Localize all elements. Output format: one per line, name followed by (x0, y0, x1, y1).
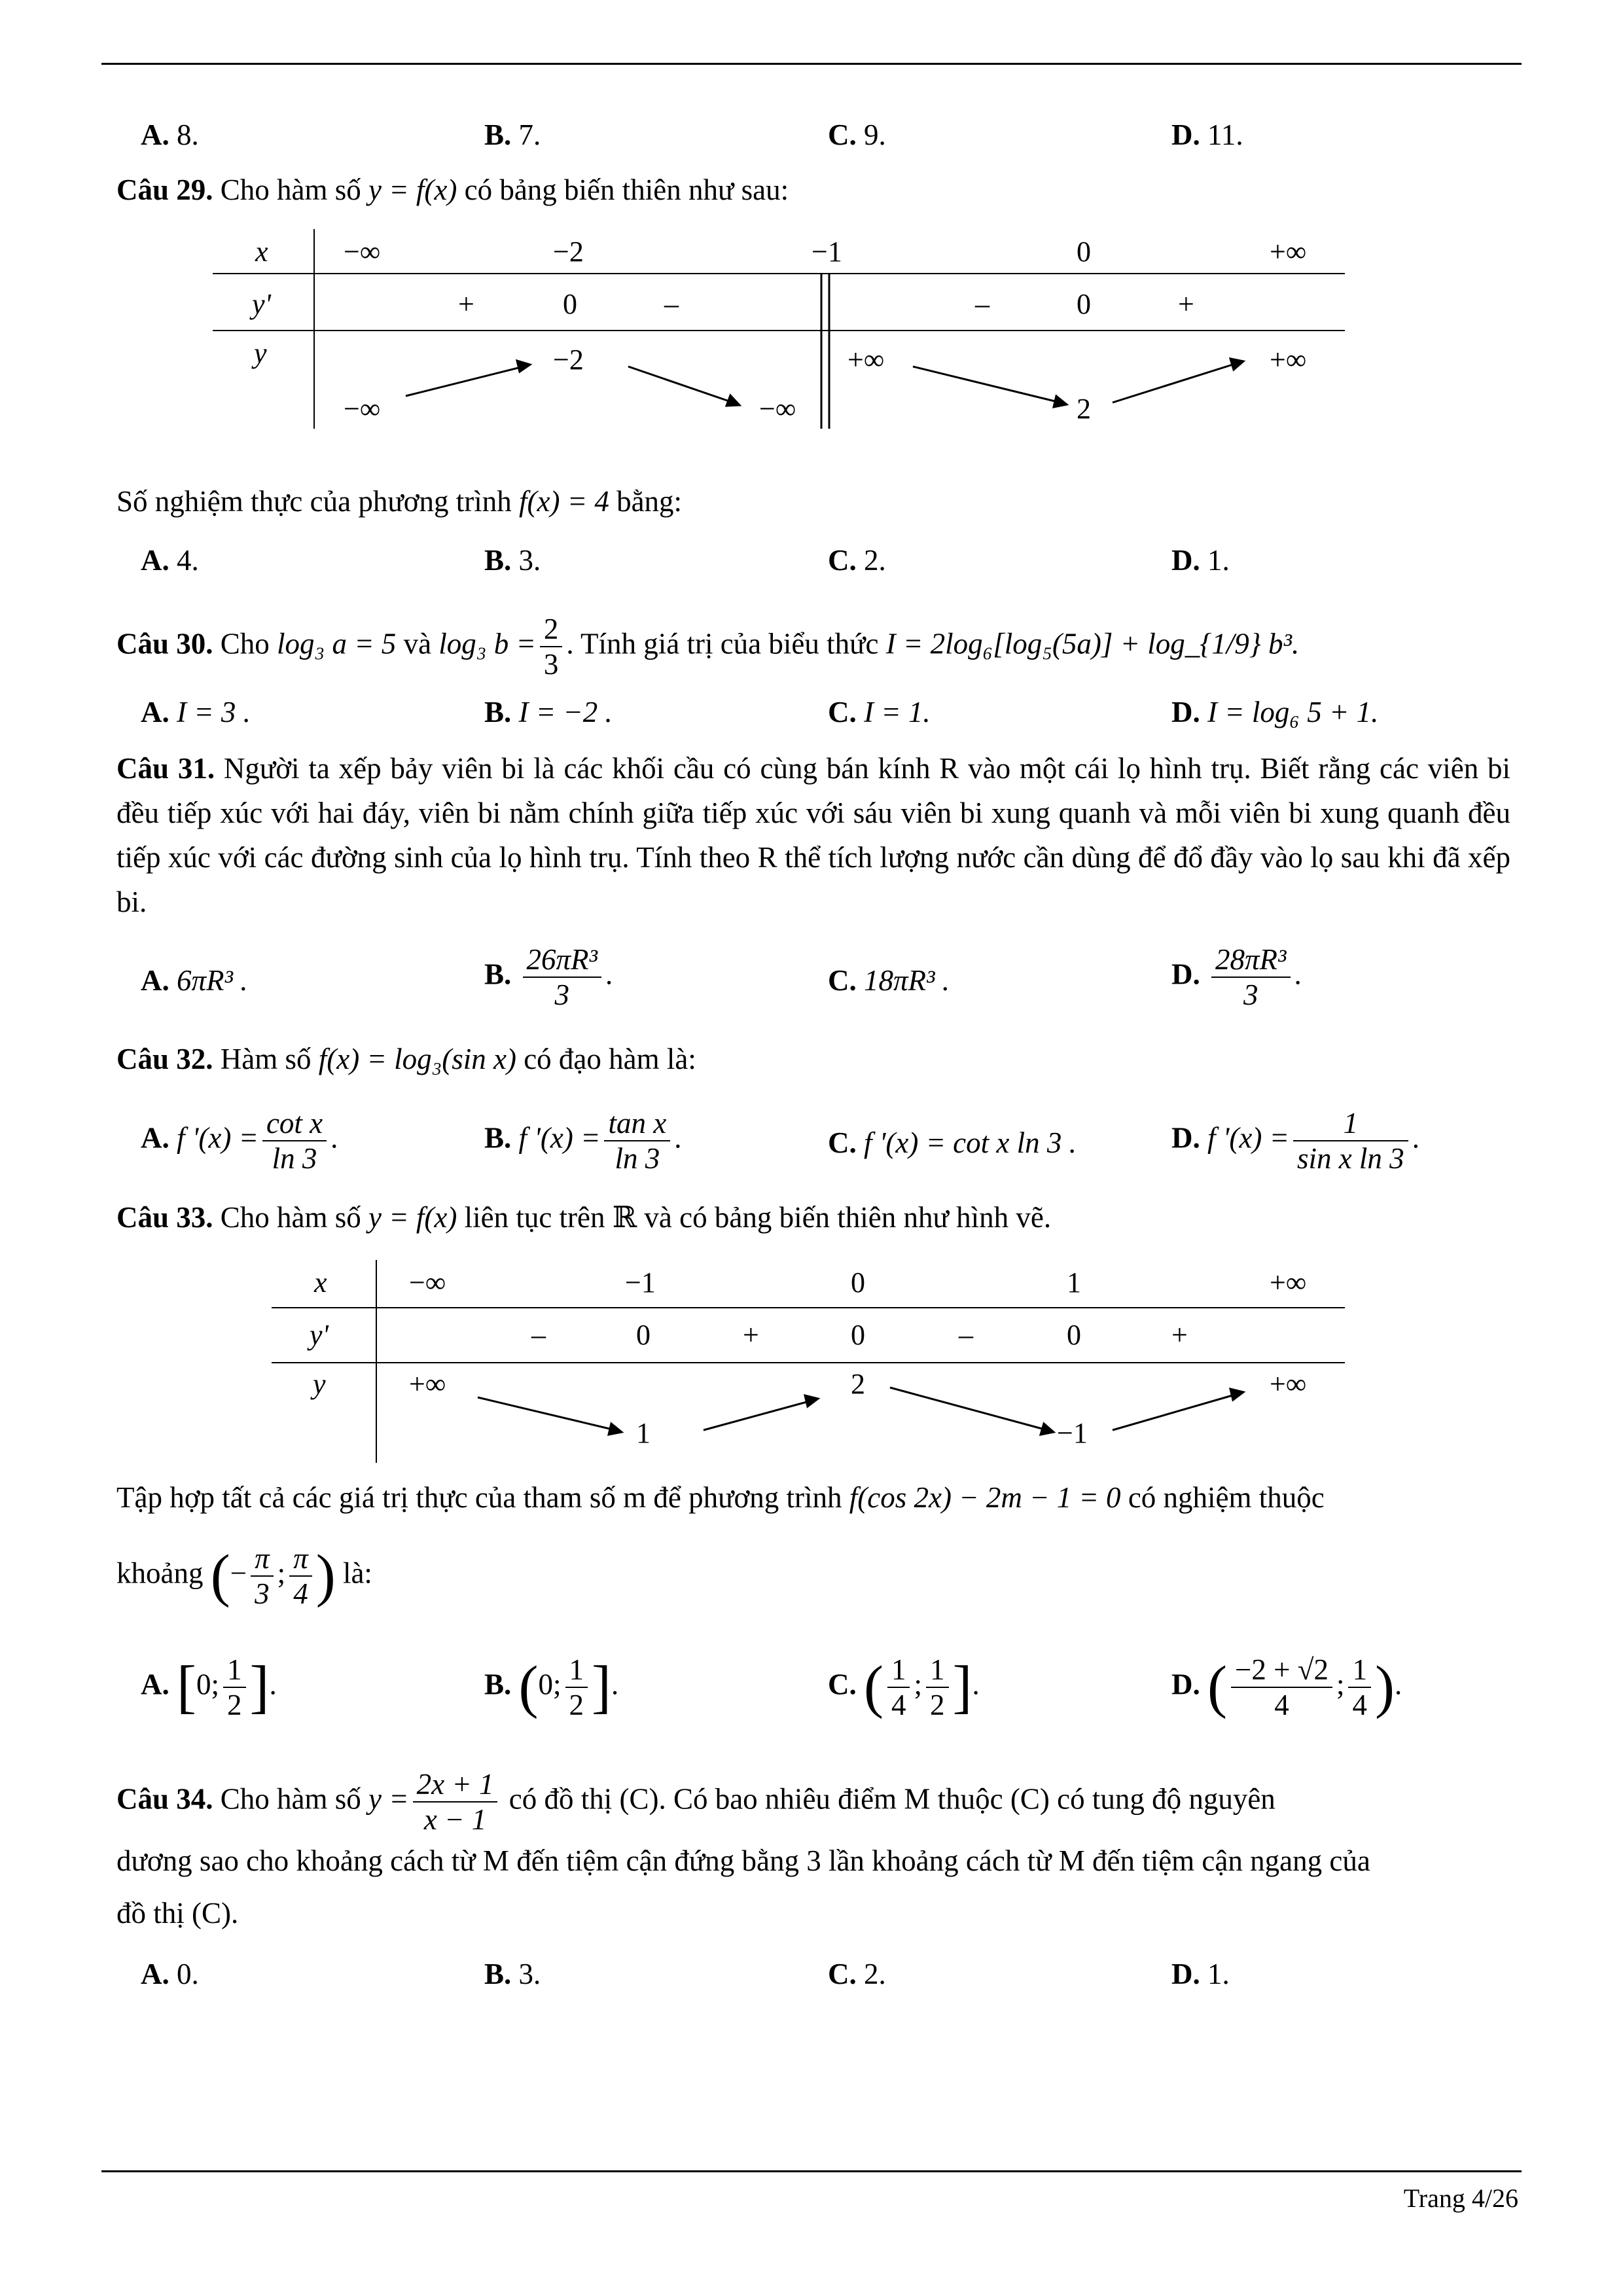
q33-x-value: +∞ (1270, 1266, 1307, 1299)
q30-option-d: D. I = log₆ 5 + 1. (1171, 696, 1379, 728)
q29-yp-sign: + (458, 288, 474, 320)
q33-yp-sign: – (959, 1319, 973, 1351)
q34-option-b: B. 3. (484, 1958, 541, 1990)
q29-x-value: −∞ (344, 236, 381, 268)
q30-option-c: C. I = 1. (828, 696, 931, 728)
q29-row-x-label: x (255, 236, 268, 268)
q29-x-value: −1 (812, 236, 842, 268)
q33-stem: Câu 33. Cho hàm số y = f(x) liên tục trên ℝ và có bảng biến thiên như hình vẽ. (116, 1201, 1052, 1234)
q28-option-b: B. 7. (484, 118, 541, 151)
q34-stem-line3: đồ thị (C). (116, 1897, 239, 1929)
q33-yp-sign: – (531, 1319, 546, 1351)
q34-option-d: D. 1. (1171, 1958, 1230, 1990)
q29-y-value: +∞ (847, 344, 885, 376)
q29-y-value: −2 (553, 344, 584, 376)
q33-y-value: 2 (851, 1368, 865, 1400)
q33-y-value: −1 (1057, 1417, 1088, 1449)
q29-yp-sign: 0 (1077, 288, 1091, 320)
q31-option-b: B. $\frac{\text{26πR³}}{3}$ . (484, 943, 613, 1011)
q29-question: Số nghiệm thực của phương trình f(x) = 4 bằng: (116, 485, 683, 518)
q29-y-value: +∞ (1270, 344, 1307, 376)
q29-option-b: B. 3. (484, 544, 541, 577)
q30-option-b: B. I = −2 . (484, 696, 613, 728)
q29-yp-sign: – (664, 288, 679, 320)
q29-option-c: C. 2. (828, 544, 886, 577)
q29-yp-sign: – (975, 288, 990, 320)
q33-option-c: C. ( $\frac{1}{4}$ ; $\frac{1}{2}$ ]. (828, 1653, 980, 1721)
q33-question-line2: khoảng (− $\frac{\pi}{3}$ ; $\frac{\pi}{4}$ ) là: (116, 1542, 372, 1610)
q33-y-value: +∞ (1270, 1368, 1307, 1400)
q33-x-value: 1 (1067, 1266, 1081, 1299)
q29-option-a: A. 4. (141, 544, 199, 577)
q33-y-value: +∞ (409, 1368, 446, 1400)
q28-option-a: A. 8. (141, 118, 199, 151)
q33-option-b: B. (0; $\frac{1}{2}$ ]. (484, 1653, 619, 1721)
q33-option-d: D. ( $\frac{-2 + √2}{4}$ ; $\frac{1}{4}$ ). (1171, 1653, 1402, 1721)
q33-yp-sign: + (743, 1319, 759, 1351)
q29-row-y-label: y (254, 337, 267, 369)
q31-option-c: C. 18πR³ . (828, 964, 950, 997)
q34-option-a: A. 0. (141, 1958, 199, 1990)
q32-option-a: A. f '(x) = $\frac{\text{cot x}}{\ln 3}$ . (141, 1107, 338, 1175)
q31-option-d: D. $\frac{\text{28πR³}}{3}$ . (1171, 943, 1302, 1011)
footer-rule (101, 2170, 1522, 2172)
q32-option-d: D. f '(x) = $\frac{1}{\text{sin x ln 3}}$ . (1171, 1107, 1419, 1175)
q33-x-value: −1 (625, 1266, 656, 1299)
q33-yp-sign: 0 (851, 1319, 865, 1351)
q33-yp-sign: + (1171, 1319, 1188, 1351)
q29-y-value: −∞ (759, 393, 796, 425)
q33-option-a: A. [0; $\frac{1}{2}$ ]. (141, 1653, 277, 1721)
q33-yp-sign: 0 (1067, 1319, 1081, 1351)
q31-stem: Câu 31. Người ta xếp bảy viên bi là các khối cầu có cùng bán kính R vào một cái lọ hình trụ. Biết rằng các viên bi đều tiếp xúc với hai đáy, viên bi nằm chính giữa tiếp xúc với sáu viên bi xung quanh và mỗi viên bi xung quanh đều tiếp xúc với các đường sinh của lọ hình trụ. Tính theo R thể tích lượng nước cần dùng để đổ đầy vào lọ sau khi đã xếp bi. (116, 752, 1511, 918)
q30-option-a: A. I = 3 . (141, 696, 251, 728)
q32-option-c: C. f '(x) = cot x ln 3 . (828, 1126, 1077, 1159)
q33-question-line1: Tập hợp tất cả các giá trị thực của tham số m để phương trình f(cos 2x) − 2m − 1 = 0 có nghiệm thuộc (116, 1481, 1325, 1514)
q33-row-x-label: x (314, 1266, 327, 1299)
q34-option-c: C. 2. (828, 1958, 886, 1990)
q33-x-value: −∞ (409, 1266, 446, 1299)
q30-stem: Câu 30. Cho log₃ a = 5 và log₃ b = $\frac{2}{3}$ . Tính giá trị của biểu thức I = 2log₆[log₅(5a)] + log_{1/9} b³. (116, 613, 1300, 681)
q33-yp-sign: 0 (636, 1319, 651, 1351)
q34-stem-line2: dương sao cho khoảng cách từ M đến tiệm cận đứng bằng 3 lần khoảng cách từ M đến tiệm cận ngang của (116, 1844, 1370, 1877)
q29-x-value: +∞ (1270, 236, 1307, 268)
q32-option-b: B. f '(x) = $\frac{\text{tan x}}{\ln 3}$ . (484, 1107, 682, 1175)
q33-x-value: 0 (851, 1266, 865, 1299)
q29-y-value: −∞ (344, 393, 381, 425)
q29-row-yp-label: y' (252, 288, 271, 320)
q29-yp-sign: + (1178, 288, 1194, 320)
q29-yp-sign: 0 (563, 288, 577, 320)
q29-option-d: D. 1. (1171, 544, 1230, 577)
page-number: Trang 4/26 (1403, 2183, 1518, 2213)
q28-option-d: D. 11. (1171, 118, 1243, 151)
q29-stem: Câu 29. Cho hàm số y = f(x) có bảng biến thiên như sau: (116, 173, 789, 206)
q34-stem-line1: Câu 34. Cho hàm số y = $\frac{2x + 1}{x - 1}$ có đồ thị (C). Có bao nhiêu điểm M thuộc (C) có tung độ nguyên (116, 1768, 1275, 1836)
q33-row-yp-label: y' (310, 1319, 329, 1351)
q31-option-a: A. 6πR³ . (141, 964, 248, 997)
q32-stem: Câu 32. Hàm số f(x) = log₃(sin x) có đạo hàm là: (116, 1043, 696, 1075)
q29-y-value: 2 (1077, 393, 1091, 425)
q29-x-value: −2 (553, 236, 584, 268)
q28-option-c: C. 9. (828, 118, 886, 151)
q33-y-value: 1 (636, 1417, 651, 1449)
q33-row-y-label: y (313, 1368, 326, 1400)
q29-x-value: 0 (1077, 236, 1091, 268)
